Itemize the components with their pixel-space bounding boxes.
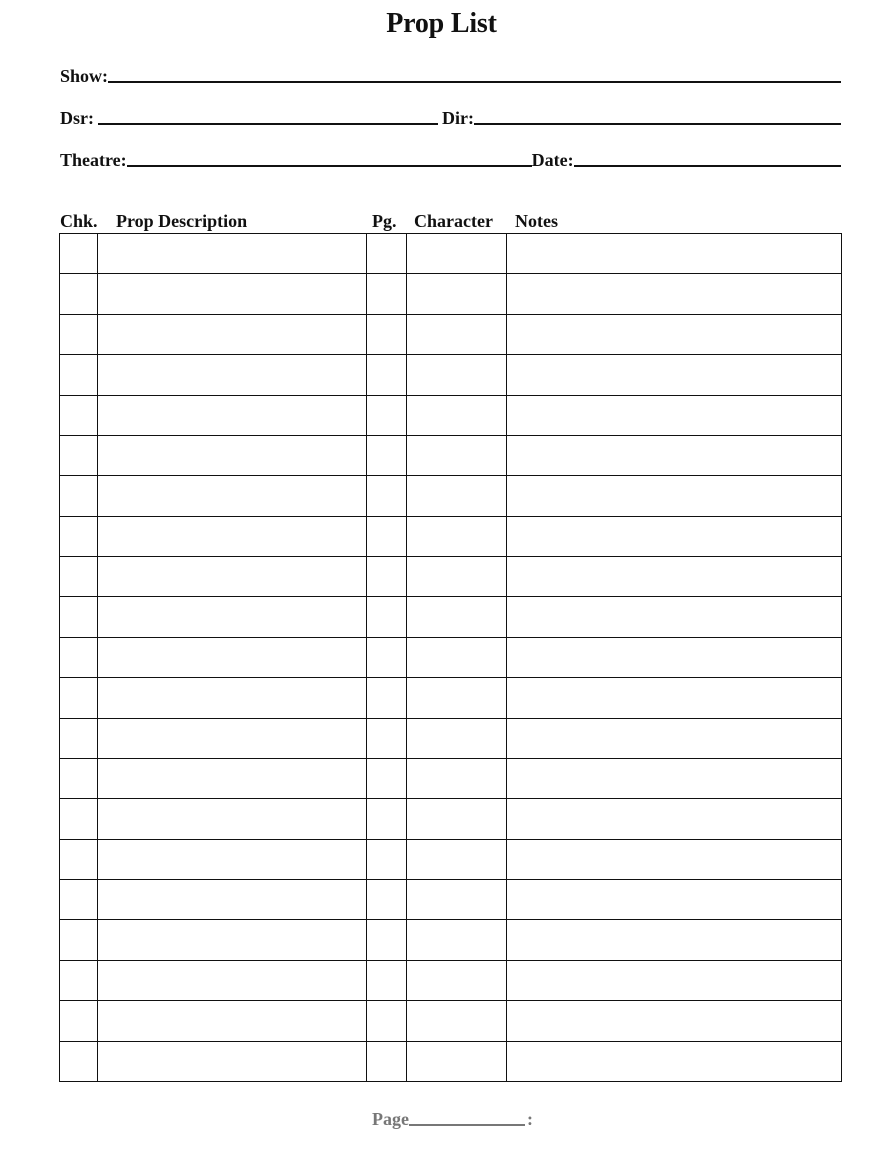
character-cell[interactable] xyxy=(407,920,507,960)
check-cell[interactable] xyxy=(60,597,98,637)
table-row xyxy=(60,597,842,637)
description-cell[interactable] xyxy=(98,476,367,516)
notes-cell[interactable] xyxy=(507,597,842,637)
dsr-label: Dsr: xyxy=(60,108,94,128)
character-cell[interactable] xyxy=(407,395,507,435)
character-cell[interactable] xyxy=(407,960,507,1000)
character-cell[interactable] xyxy=(407,274,507,314)
theatre-input-line[interactable] xyxy=(127,147,532,167)
character-cell[interactable] xyxy=(407,355,507,395)
show-field xyxy=(60,63,841,87)
check-cell[interactable] xyxy=(60,758,98,798)
description-cell[interactable] xyxy=(98,960,367,1000)
description-cell[interactable] xyxy=(98,395,367,435)
table-header xyxy=(0,209,883,233)
page-cell[interactable] xyxy=(367,597,407,637)
notes-cell[interactable] xyxy=(507,758,842,798)
show-input-line[interactable] xyxy=(108,63,841,83)
notes-cell[interactable] xyxy=(507,274,842,314)
page-cell[interactable] xyxy=(367,234,407,274)
dir-input-line[interactable] xyxy=(474,105,841,125)
page-cell[interactable] xyxy=(367,1041,407,1082)
notes-cell[interactable] xyxy=(507,839,842,879)
dsr-dir-row xyxy=(60,105,841,129)
column-header-page: Pg. xyxy=(372,211,397,231)
check-cell[interactable] xyxy=(60,395,98,435)
description-cell[interactable] xyxy=(98,557,367,597)
page-cell[interactable] xyxy=(367,920,407,960)
character-cell[interactable] xyxy=(407,597,507,637)
page-cell[interactable] xyxy=(367,678,407,718)
description-cell[interactable] xyxy=(98,1041,367,1082)
dsr-input-line[interactable] xyxy=(98,105,438,125)
character-cell[interactable] xyxy=(407,557,507,597)
character-cell[interactable] xyxy=(407,718,507,758)
page-number-line[interactable] xyxy=(409,1106,525,1126)
description-cell[interactable] xyxy=(98,234,367,274)
table-row xyxy=(60,1001,842,1041)
description-cell[interactable] xyxy=(98,274,367,314)
notes-cell[interactable] xyxy=(507,516,842,556)
prop-table xyxy=(59,233,842,1082)
notes-cell[interactable] xyxy=(507,718,842,758)
check-cell[interactable] xyxy=(60,839,98,879)
table-row xyxy=(60,274,842,314)
column-header-description: Prop Description xyxy=(116,211,248,231)
description-cell[interactable] xyxy=(98,1001,367,1041)
character-cell[interactable] xyxy=(407,758,507,798)
notes-cell[interactable] xyxy=(507,314,842,354)
character-cell[interactable] xyxy=(407,234,507,274)
character-cell[interactable] xyxy=(407,516,507,556)
check-cell[interactable] xyxy=(60,1041,98,1082)
notes-cell[interactable] xyxy=(507,557,842,597)
table-row xyxy=(60,758,842,798)
description-cell[interactable] xyxy=(98,758,367,798)
check-cell[interactable] xyxy=(60,637,98,677)
page-footer xyxy=(372,1106,533,1130)
description-cell[interactable] xyxy=(98,839,367,879)
notes-cell[interactable] xyxy=(507,678,842,718)
description-cell[interactable] xyxy=(98,435,367,475)
check-cell[interactable] xyxy=(60,1001,98,1041)
table-row xyxy=(60,314,842,354)
page-cell[interactable] xyxy=(367,355,407,395)
description-cell[interactable] xyxy=(98,880,367,920)
page-cell[interactable] xyxy=(367,516,407,556)
character-cell[interactable] xyxy=(407,435,507,475)
table-row xyxy=(60,355,842,395)
page-cell[interactable] xyxy=(367,718,407,758)
column-header-notes: Notes xyxy=(515,211,558,231)
page-cell[interactable] xyxy=(367,435,407,475)
notes-cell[interactable] xyxy=(507,435,842,475)
page-cell[interactable] xyxy=(367,557,407,597)
notes-cell[interactable] xyxy=(507,355,842,395)
notes-cell[interactable] xyxy=(507,799,842,839)
check-cell[interactable] xyxy=(60,476,98,516)
date-label: Date: xyxy=(531,150,574,170)
check-cell[interactable] xyxy=(60,274,98,314)
check-cell[interactable] xyxy=(60,880,98,920)
check-cell[interactable] xyxy=(60,678,98,718)
notes-cell[interactable] xyxy=(507,960,842,1000)
check-cell[interactable] xyxy=(60,435,98,475)
description-cell[interactable] xyxy=(98,314,367,354)
page-label: Page xyxy=(372,1109,409,1129)
table-row xyxy=(60,557,842,597)
table-row xyxy=(60,1041,842,1082)
table-row xyxy=(60,960,842,1000)
character-cell[interactable] xyxy=(407,1041,507,1082)
table-row xyxy=(60,637,842,677)
page-suffix: : xyxy=(526,1109,533,1129)
table-row xyxy=(60,799,842,839)
description-cell[interactable] xyxy=(98,516,367,556)
character-cell[interactable] xyxy=(407,880,507,920)
description-cell[interactable] xyxy=(98,678,367,718)
page-cell[interactable] xyxy=(367,758,407,798)
check-cell[interactable] xyxy=(60,355,98,395)
description-cell[interactable] xyxy=(98,920,367,960)
table-row xyxy=(60,920,842,960)
character-cell[interactable] xyxy=(407,314,507,354)
page-cell[interactable] xyxy=(367,274,407,314)
character-cell[interactable] xyxy=(407,637,507,677)
check-cell[interactable] xyxy=(60,799,98,839)
check-cell[interactable] xyxy=(60,516,98,556)
page-cell[interactable] xyxy=(367,476,407,516)
page-cell[interactable] xyxy=(367,839,407,879)
character-cell[interactable] xyxy=(407,1001,507,1041)
notes-cell[interactable] xyxy=(507,395,842,435)
character-cell[interactable] xyxy=(407,678,507,718)
table-row xyxy=(60,516,842,556)
character-cell[interactable] xyxy=(407,799,507,839)
table-row xyxy=(60,678,842,718)
notes-cell[interactable] xyxy=(507,234,842,274)
table-row xyxy=(60,395,842,435)
description-cell[interactable] xyxy=(98,637,367,677)
description-cell[interactable] xyxy=(98,799,367,839)
page-cell[interactable] xyxy=(367,880,407,920)
table-row xyxy=(60,476,842,516)
description-cell[interactable] xyxy=(98,597,367,637)
theatre-label: Theatre: xyxy=(60,150,127,170)
notes-cell[interactable] xyxy=(507,1041,842,1082)
column-header-character: Character xyxy=(414,211,493,231)
page-title: Prop List xyxy=(386,8,497,39)
check-cell[interactable] xyxy=(60,314,98,354)
character-cell[interactable] xyxy=(407,839,507,879)
notes-cell[interactable] xyxy=(507,880,842,920)
table-row xyxy=(60,839,842,879)
theatre-date-row xyxy=(60,147,841,171)
check-cell[interactable] xyxy=(60,960,98,1000)
column-header-check: Chk. xyxy=(60,211,98,231)
page-cell[interactable] xyxy=(367,1001,407,1041)
check-cell[interactable] xyxy=(60,920,98,960)
notes-cell[interactable] xyxy=(507,920,842,960)
table-row xyxy=(60,718,842,758)
date-input-line[interactable] xyxy=(574,147,841,167)
check-cell[interactable] xyxy=(60,234,98,274)
page-cell[interactable] xyxy=(367,395,407,435)
page-cell[interactable] xyxy=(367,799,407,839)
prop-table-body xyxy=(60,234,842,1082)
page-cell[interactable] xyxy=(367,314,407,354)
check-cell[interactable] xyxy=(60,718,98,758)
table-row xyxy=(60,435,842,475)
table-row xyxy=(60,880,842,920)
show-label: Show: xyxy=(60,66,109,86)
page-cell[interactable] xyxy=(367,960,407,1000)
description-cell[interactable] xyxy=(98,355,367,395)
character-cell[interactable] xyxy=(407,476,507,516)
notes-cell[interactable] xyxy=(507,476,842,516)
table-row xyxy=(60,234,842,274)
notes-cell[interactable] xyxy=(507,1001,842,1041)
check-cell[interactable] xyxy=(60,557,98,597)
dir-label: Dir: xyxy=(442,108,474,128)
notes-cell[interactable] xyxy=(507,637,842,677)
description-cell[interactable] xyxy=(98,718,367,758)
page-cell[interactable] xyxy=(367,637,407,677)
